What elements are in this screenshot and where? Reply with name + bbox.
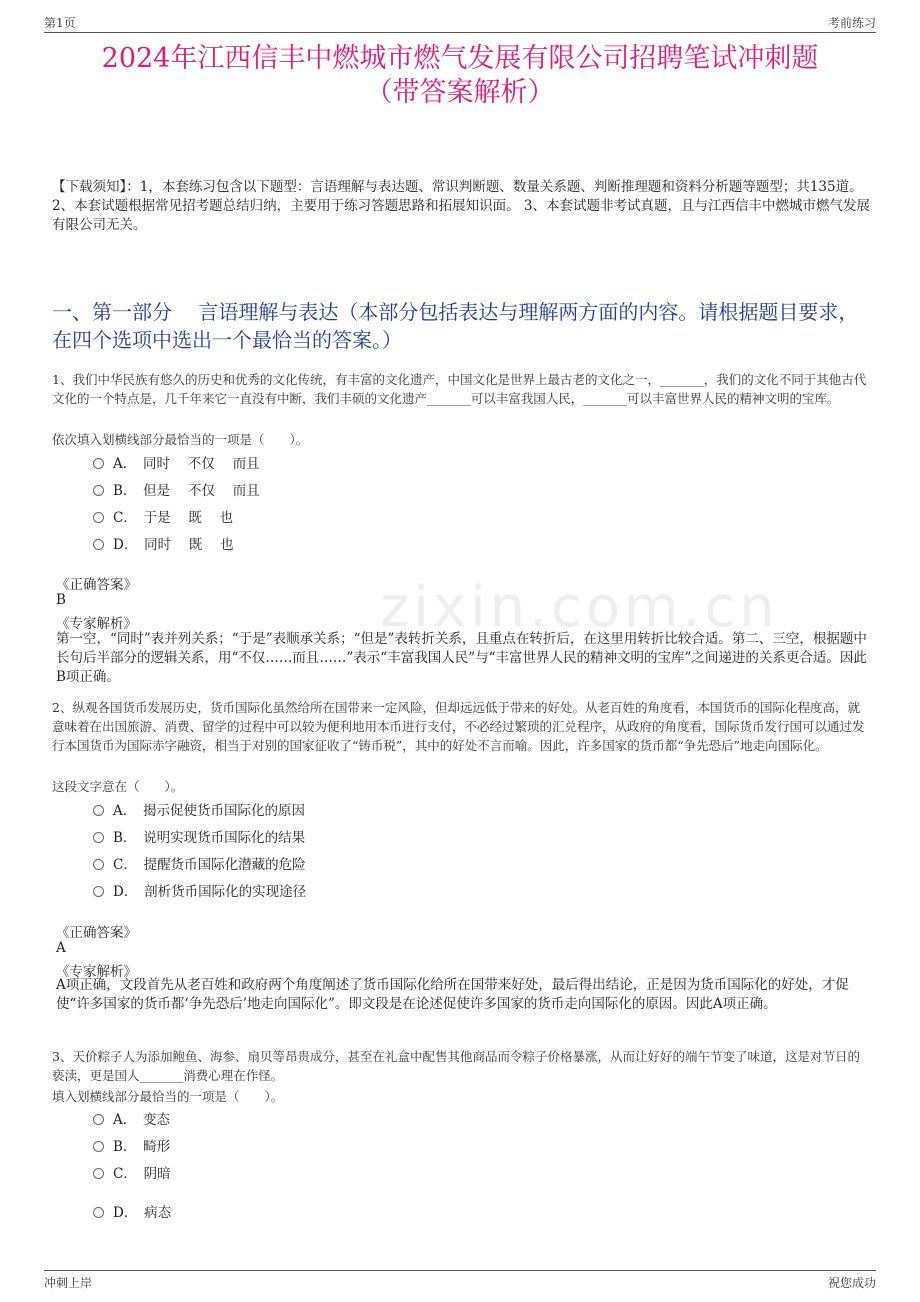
section-heading: 一、第一部分 言语理解与表达（本部分包括表达与理解两方面的内容。请根据题目要求，在四个选项中选出一个最恰当的答案。） [52, 300, 859, 352]
title-line-2: （带答案解析） [365, 77, 555, 108]
answer-label: 《正确答案》 [56, 925, 137, 941]
watermark: zixin.com.cn [380, 575, 779, 640]
radio-icon[interactable] [93, 1114, 104, 1125]
question-2-text: 2、纵观各国货币发展历史，货币国际化虽然给所在国带来一定风险，但却远远低于带来的好处。从老百姓的角度看，本国货币的国际化程度高，就意味着在出国旅游、消费、留学的过程中可以较为便利地用本币进行支付，不必经过繁琐的汇兑程序，从政府的角度看，国际货币发行国可以通过发行本国货币为国际赤字融资，相当于对别的国家征收了“铸币税”，其中的好处不言而喻。因此，许多国家的货币都“争先恐后”地走向国际化。 [52, 700, 865, 753]
question-3-prompt: 填入划横线部分最恰当的一项是（ ）。 [52, 1089, 284, 1104]
header-tag: 考前练习 [827, 16, 876, 30]
question-1-prompt: 依次填入划横线部分最恰当的一项是（ ）。 [52, 432, 309, 447]
radio-icon[interactable] [93, 1168, 104, 1179]
radio-icon[interactable] [93, 886, 104, 897]
radio-icon[interactable] [93, 805, 104, 816]
radio-icon[interactable] [93, 1141, 104, 1152]
page-header [44, 12, 876, 33]
download-notice: 【下载须知】：1，本套练习包含以下题型：言语理解与表达题、常识判断题、数量关系题、判断推理题和资料分析题等题型；共135道。 2、本套试题根据常见招考题总结归纳，主要用于练习答题思路和拓展知识面。 3、本套试题非考试真题，且与江西信丰中燃城市燃气发展有限公司无关。 [52, 179, 870, 233]
question-3-option-d[interactable]: D． 病态 [93, 1201, 171, 1221]
radio-icon[interactable] [93, 832, 104, 843]
analysis-label: 《专家解析》 [56, 964, 137, 980]
document-title [40, 42, 880, 110]
answer-label: 《正确答案》 [56, 577, 137, 593]
question-3-option-a[interactable]: A． 变态 [93, 1108, 170, 1128]
radio-icon[interactable] [93, 458, 104, 469]
question-3-text: 3、天价粽子人为添加鲍鱼、海参、扇贝等昂贵成分，甚至在礼盒中配售其他商品而令粽子价格暴涨，从而让好好的端午节变了味道，这是对节日的亵渎，更是国人_______消费心理在作怪。 [52, 1049, 860, 1083]
question-1-option-b[interactable]: B． 但是 不仅 而且 [93, 479, 260, 499]
analysis-label: 《专家解析》 [56, 616, 137, 632]
question-1-option-a[interactable]: A． 同时 不仅 而且 [93, 452, 260, 472]
question-1-text: 1、我们中华民族有悠久的历史和优秀的文化传统，有丰富的文化遗产，中国文化是世界上最古老的文化之一，_______，我们的文化不同于其他古代文化的一个特点是，几千年来它一直没有中断，我们丰硕的文化遗产_______可以丰富我国人民，_______可以丰富世界人民的精神文明的宝库。 [52, 372, 867, 406]
question-1-analysis: 第一空，“同时”表并列关系；“于是”表顺承关系；“但是”表转折关系，且重点在转折后，在这里用转折比较合适。第二、三空，根据题中长句后半部分的逻辑关系，用“不仅……而且……”表示“丰富我国人民”与“丰富世界人民的精神文明的宝库”之间递进的关系更合适。因此B项正确。 [56, 631, 867, 685]
footer-left-text: 冲刺上岸 [44, 1276, 93, 1290]
question-1-option-d[interactable]: D． 同时 既 也 [93, 533, 234, 553]
question-2-option-a[interactable]: A． 揭示促使货币国际化的原因 [93, 799, 305, 819]
footer-right-text: 祝您成功 [827, 1276, 876, 1290]
radio-icon[interactable] [93, 512, 104, 523]
radio-icon[interactable] [93, 539, 104, 550]
question-3-option-c[interactable]: C． 阴暗 [93, 1162, 171, 1182]
radio-icon[interactable] [93, 485, 104, 496]
question-2-option-c[interactable]: C． 提醒货币国际化潜藏的危险 [93, 853, 306, 873]
radio-icon[interactable] [93, 859, 104, 870]
question-1-option-c[interactable]: C． 于是 既 也 [93, 506, 233, 526]
page-number: 第1页 [44, 16, 76, 30]
title-line-1: 2024年江西信丰中燃城市燃气发展有限公司招聘笔试冲刺题 [101, 43, 819, 74]
question-2-answer: A [56, 940, 66, 956]
page-footer [44, 1270, 876, 1293]
question-3-option-b[interactable]: B． 畸形 [93, 1135, 170, 1155]
question-2-option-b[interactable]: B． 说明实现货币国际化的结果 [93, 826, 305, 846]
question-2-prompt: 这段文字意在（ ）。 [52, 779, 184, 794]
radio-icon[interactable] [93, 1207, 104, 1218]
question-1-answer: B [56, 592, 66, 608]
question-2-analysis: A项正确，文段首先从老百姓和政府两个角度阐述了货币国际化给所在国带来好处，最后得出结论，正是因为货币国际化的好处，才促使“许多国家的货币都‘争先恐后’地走向国际化”。即文段是在论述促使许多国家的货币走向国际化的原因。因此A项正确。 [56, 977, 849, 1012]
question-2-option-d[interactable]: D． 剖析货币国际化的实现途径 [93, 880, 306, 900]
